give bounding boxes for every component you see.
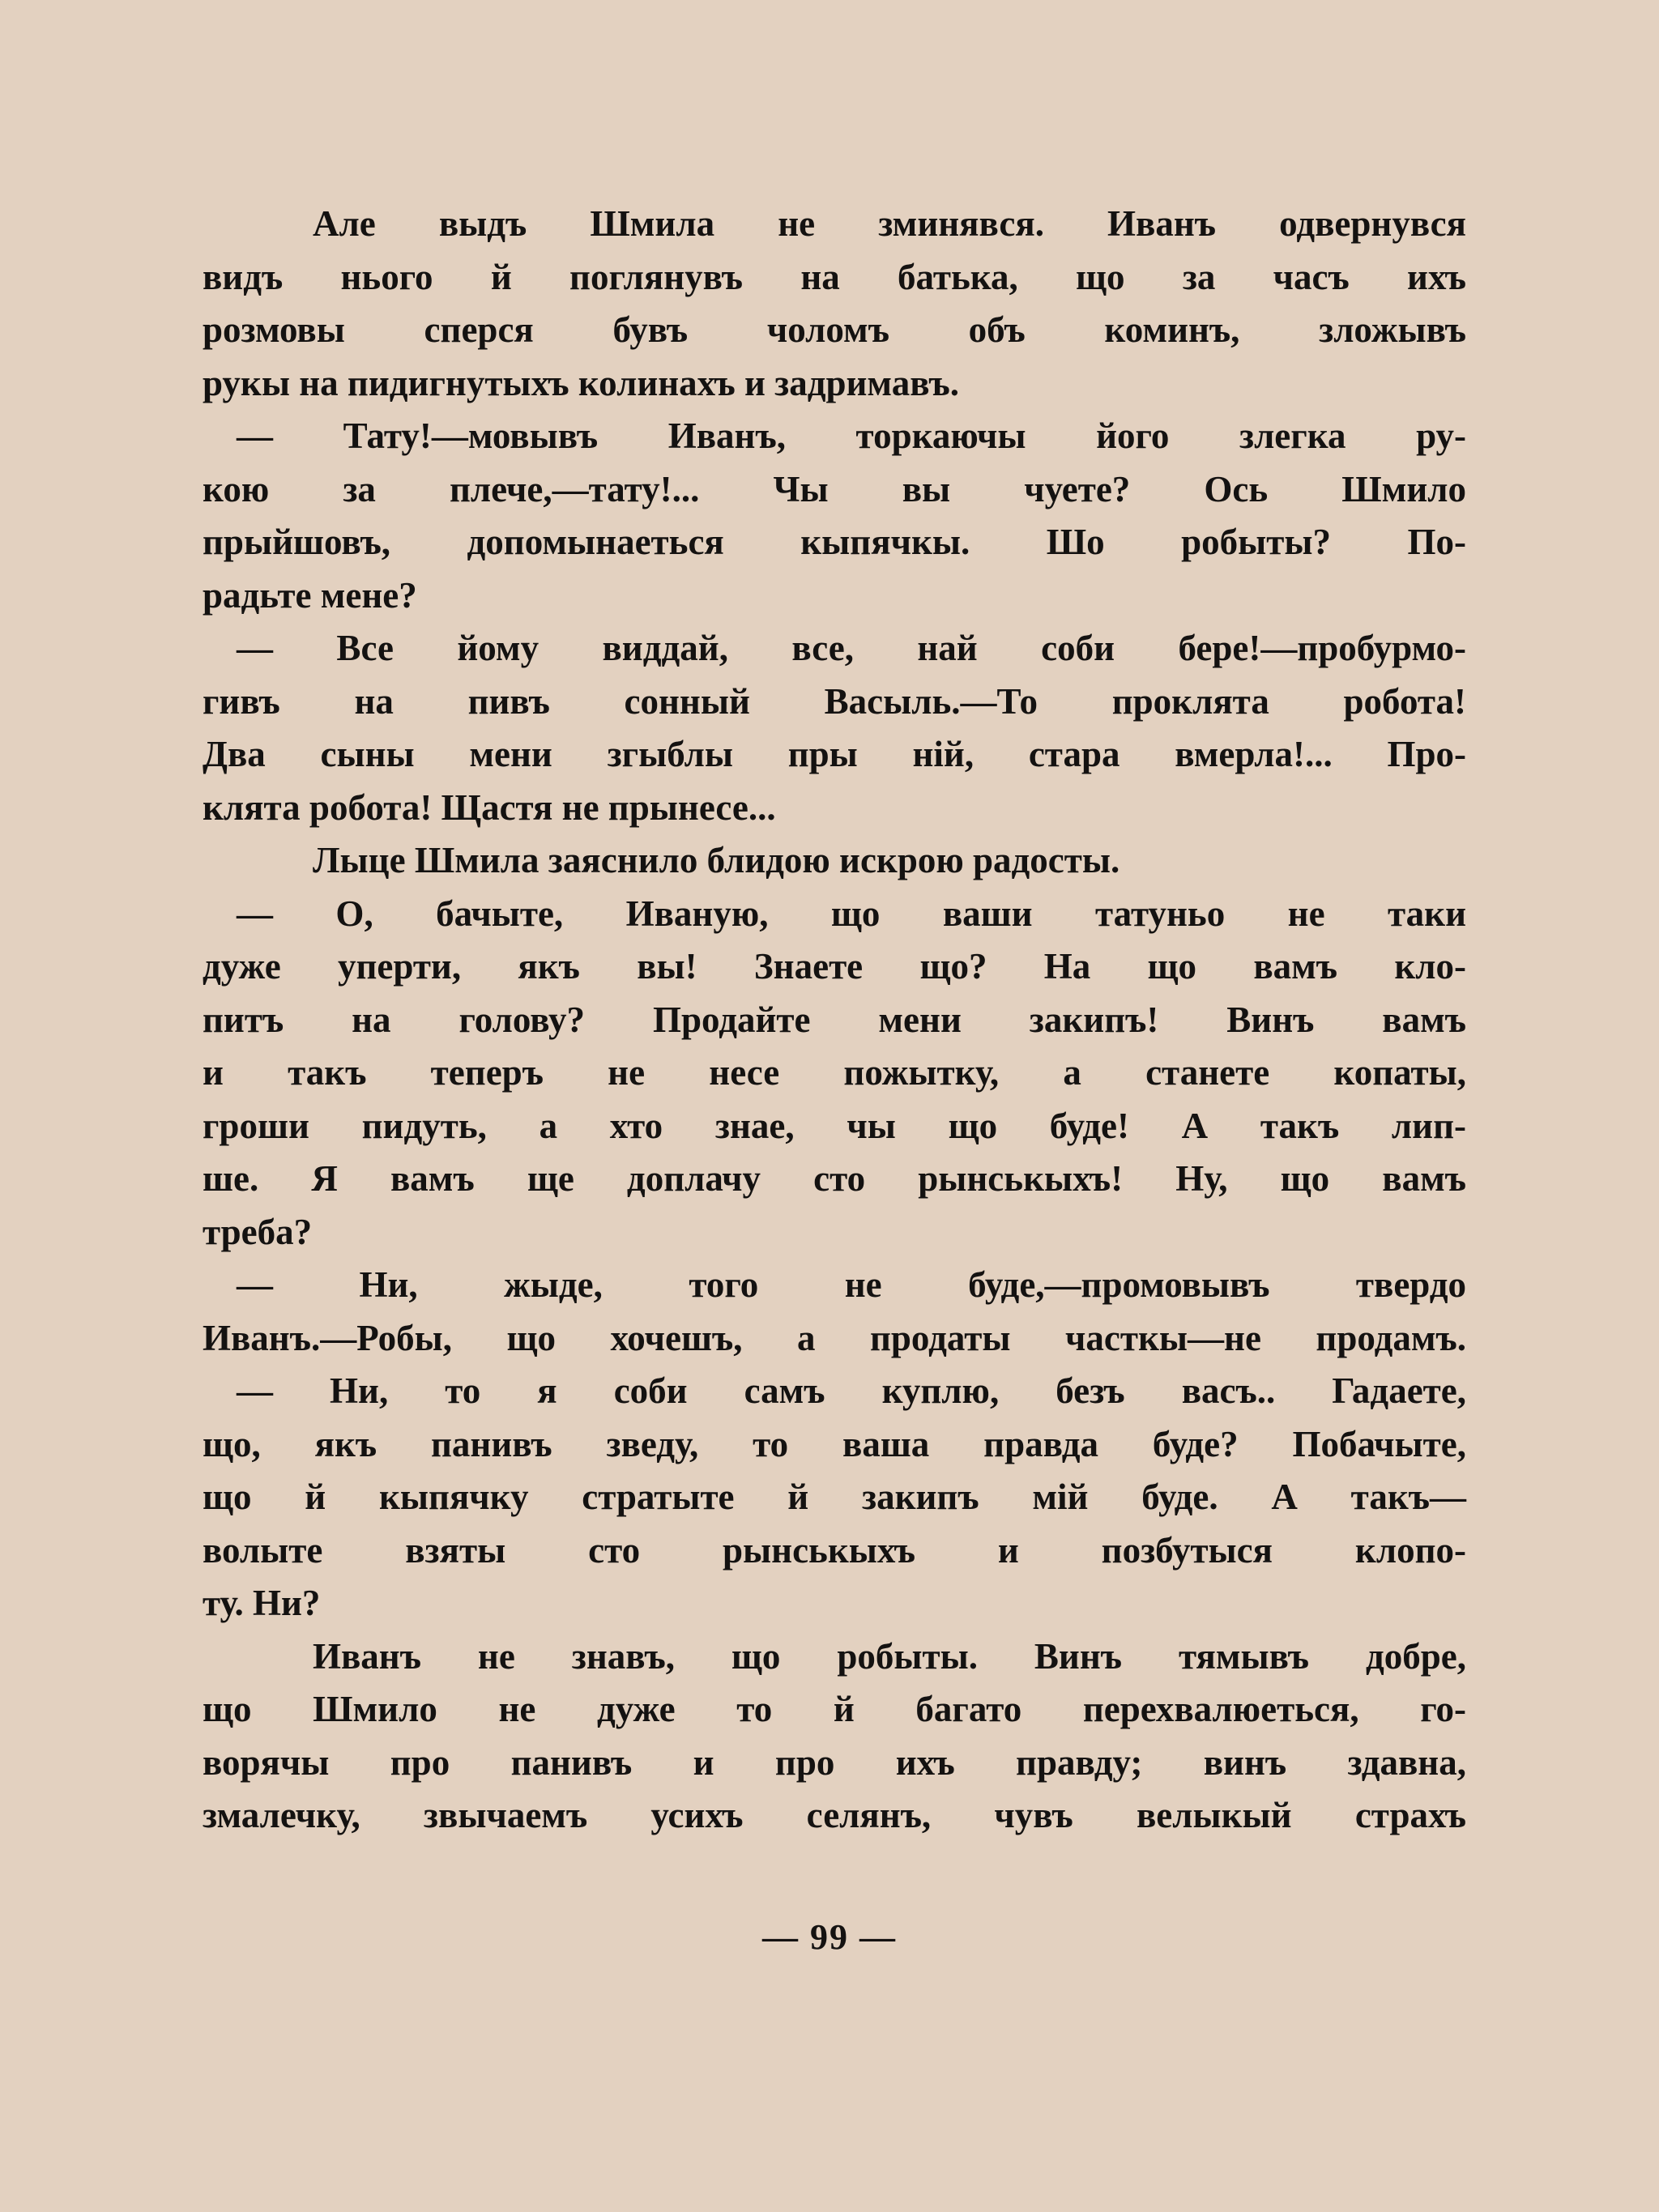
text-line: и такъ теперъ не несе пожытку, а станете копаты, — [203, 1052, 1466, 1093]
text-line: змалечку, звычаемъ усихъ селянъ, чувъ велыкый страхъ — [203, 1795, 1466, 1835]
text-line: ворячы про панивъ и про ихъ правду; винъ здавна, — [203, 1741, 1466, 1783]
text-line: що, якъ панивъ зведу, то ваша правда буде? Побачыте, — [203, 1423, 1466, 1464]
text-line: гроши пидуть, а хто знае, чы що буде! А такъ лип- — [203, 1105, 1466, 1146]
text-line: Иванъ не знавъ, що робыты. Винъ тямывъ добре, — [313, 1635, 1466, 1677]
text-line: Лыце Шмила заяснило блидою искрою радосты. — [313, 840, 1120, 880]
text-line: що Шмило не дуже то й багато перехвалюеться, го- — [203, 1689, 1466, 1729]
text-line: дуже уперти, якъ вы! Знаете що? На що вамъ кло- — [203, 946, 1466, 987]
text-line: радьте мене? — [203, 574, 417, 616]
text-line: Але выдъ Шмила не зминявся. Иванъ одвернувся — [313, 203, 1466, 244]
text-line: видъ нього й поглянувъ на батька, що за часъ ихъ — [203, 256, 1466, 297]
text-line: — Тату!—мовывъ Иванъ, торкаючы його злегка ру- — [237, 416, 1466, 456]
text-line: волыте взяты сто рынськыхъ и позбутыся клопо- — [203, 1529, 1466, 1571]
text-line: Два сыны мени згыблы пры ній, стара вмерла!... Про- — [203, 734, 1466, 774]
text-line: що й кыпячку стратыте й закипъ мій буде. А такъ— — [203, 1477, 1466, 1517]
page-number: — 99 — — [762, 1917, 897, 1957]
text-line: Иванъ.—Робы, що хочешъ, а продаты часткы—не продамъ. — [203, 1317, 1466, 1358]
text-line: — Ни, то я соби самъ куплю, безъ васъ.. Гадаете, — [237, 1370, 1466, 1411]
text-line: кою за плече,—тату!... Чы вы чуете? Ось Шмило — [203, 468, 1466, 509]
text-line: — Все йому виддай, все, най соби бере!—пробурмо- — [237, 628, 1466, 668]
text-line: ту. Ни? — [203, 1583, 321, 1623]
text-line: — О, бачыте, Иваную, що ваши татуньо не таки — [237, 893, 1466, 934]
text-line: питъ на голову? Продайте мени закипъ! Винъ вамъ — [203, 999, 1466, 1040]
text-line: — Ни, жыде, того не буде,—промовывъ твердо — [237, 1264, 1466, 1305]
text-line: розмовы сперся бувъ чоломъ объ коминъ, зложывъ — [203, 309, 1466, 350]
text-line: рукы на пидигнутыхъ колинахъ и задримавъ. — [203, 362, 959, 403]
text-line: гивъ на пивъ сонный Васыль.—То проклята робота! — [203, 680, 1466, 722]
text-line: прыйшовъ, допомынаеться кыпячкы. Шо робыты? По- — [203, 522, 1466, 562]
text-line: клята робота! Щастя не прынесе... — [203, 786, 776, 828]
text-line: треба? — [203, 1211, 313, 1252]
text-line: ше. Я вамъ ще доплачу сто рынськыхъ! Ну, що вамъ — [203, 1158, 1466, 1199]
text-block — [203, 198, 1466, 1843]
